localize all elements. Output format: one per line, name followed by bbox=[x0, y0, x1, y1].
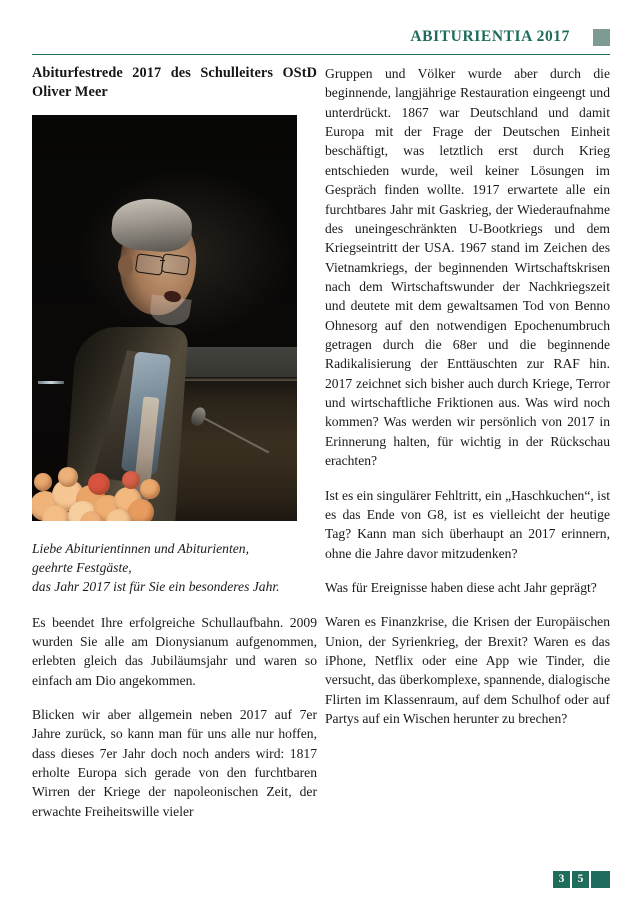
salutation-line-2: geehrte Festgäste, bbox=[32, 560, 132, 576]
left-paragraph-1: Es beendet Ihre erfolgreiche Schullaufbahn. 2009 wurden Sie alle am Dionysianum aufgenommen, erlebten gleich das Jubiläumsjahr und waren so einfach am Dio angekommen. bbox=[32, 614, 317, 688]
header-divider-rule bbox=[32, 54, 610, 55]
photo-light-slit bbox=[38, 381, 64, 384]
salutation-line-3: das Jahr 2017 ist für Sie ein besonderes Jahr. bbox=[32, 579, 280, 595]
publication-title: ABITURIENTIA 2017 bbox=[410, 28, 570, 45]
footer-accent-block bbox=[591, 871, 610, 888]
salutation-line-1: Liebe Abiturientinnen und Abiturienten, bbox=[32, 540, 249, 556]
left-column bbox=[32, 64, 317, 821]
right-column bbox=[325, 64, 610, 729]
photo-speaker-ear bbox=[118, 255, 133, 277]
header-accent-square bbox=[593, 29, 610, 46]
right-paragraph-2: Ist es ein singulärer Fehltritt, ein „Haschkuchen“, ist es das Ende von G8, ist es vielleicht der heutige Tag? Kann man sich überhaupt an 2017 erinnern, ohne die Jahre davor mitzudenken? bbox=[325, 487, 611, 561]
article-title: Abiturfestrede 2017 des Schulleiters OStD Oliver Meer bbox=[32, 65, 317, 100]
photo-flower-petal bbox=[58, 467, 78, 487]
page-digit-1: 3 bbox=[553, 871, 570, 888]
speaker-photo bbox=[32, 115, 297, 521]
photo-flower-petal bbox=[88, 473, 110, 495]
photo-flower-petal bbox=[128, 499, 154, 521]
left-paragraph-2: Blicken wir aber allgemein neben 2017 auf 7er Jahre zurück, so kann man für uns alle nur hoffen, dass dieses 7er Jahr doch noch anders wird: 1817 erholte Europa sich gerade von den furchtbaren Wirren der Kriege der napoleonischen Zeit, der erwachte Freiheitswille vieler bbox=[32, 707, 317, 819]
photo-flower-arrangement bbox=[32, 465, 154, 521]
salutation-lead bbox=[32, 539, 317, 597]
photo-glasses-left-lens bbox=[135, 253, 164, 276]
photo-flower-petal bbox=[140, 479, 160, 499]
right-paragraph-3: Was für Ereignisse haben diese acht Jahr geprägt? bbox=[325, 579, 597, 595]
two-column-layout bbox=[32, 64, 610, 854]
photo-flower-petal bbox=[122, 471, 140, 489]
page-number-footer bbox=[553, 871, 610, 888]
right-paragraph-1: Gruppen und Völker wurde aber durch die beginnende, langjährige Restauration eingeengt und unterdrückt. 1867 war Deutschland und damit Europa mit der Frage der Deutschen Einheit beschäftigt, was letztlich erst durch Krieg entschieden wurde, weil keiner Lösungen im Gespräch finden wollte. 1917 erwartete alle ein furchtbares Jahr mit Gaskrieg, der Wiederaufnahme des uneingeschränkten U-Bootkriegs und dem Kriegseintritt der USA. 1967 stand im Zeichen des Vietnamkriegs, der beginnenden Wirtschaftskrisen nach dem Wirtschaftswunder der Nachkriegszeit und deutete mit dem gewaltsamen Tod von Benno Ohnesorg auf den notwendigen Epochenumbruch getragen durch die 68er und die beginnende Radikalisierung der Enttäuschten zur RAF hin. 2017 zeichnet sich bisher auch durch Kriege, Terror und wirtschaftliche Friktionen aus. Was wird noch kommen? Was werden wir persönlich von 2017 in Erinnerung halten, für wichtig in der Rückschau erachten? bbox=[325, 66, 610, 469]
photo-glasses-right-lens bbox=[161, 253, 190, 276]
photo-glasses-bridge bbox=[160, 260, 165, 262]
page-digit-2: 5 bbox=[572, 871, 589, 888]
right-paragraph-4: Waren es Finanzkrise, die Krisen der Europäischen Union, der Syrienkrieg, der Brexit? Waren es das iPhone, Netflix oder eine App wie Tinder, die versucht, das überkomplexe, spannende, dialogische Flirten im Klassenraum, auf dem Schulhof oder auf Partys auf ein Wischen herunter zu brechen? bbox=[325, 614, 611, 727]
photo-flower-petal bbox=[34, 473, 52, 491]
